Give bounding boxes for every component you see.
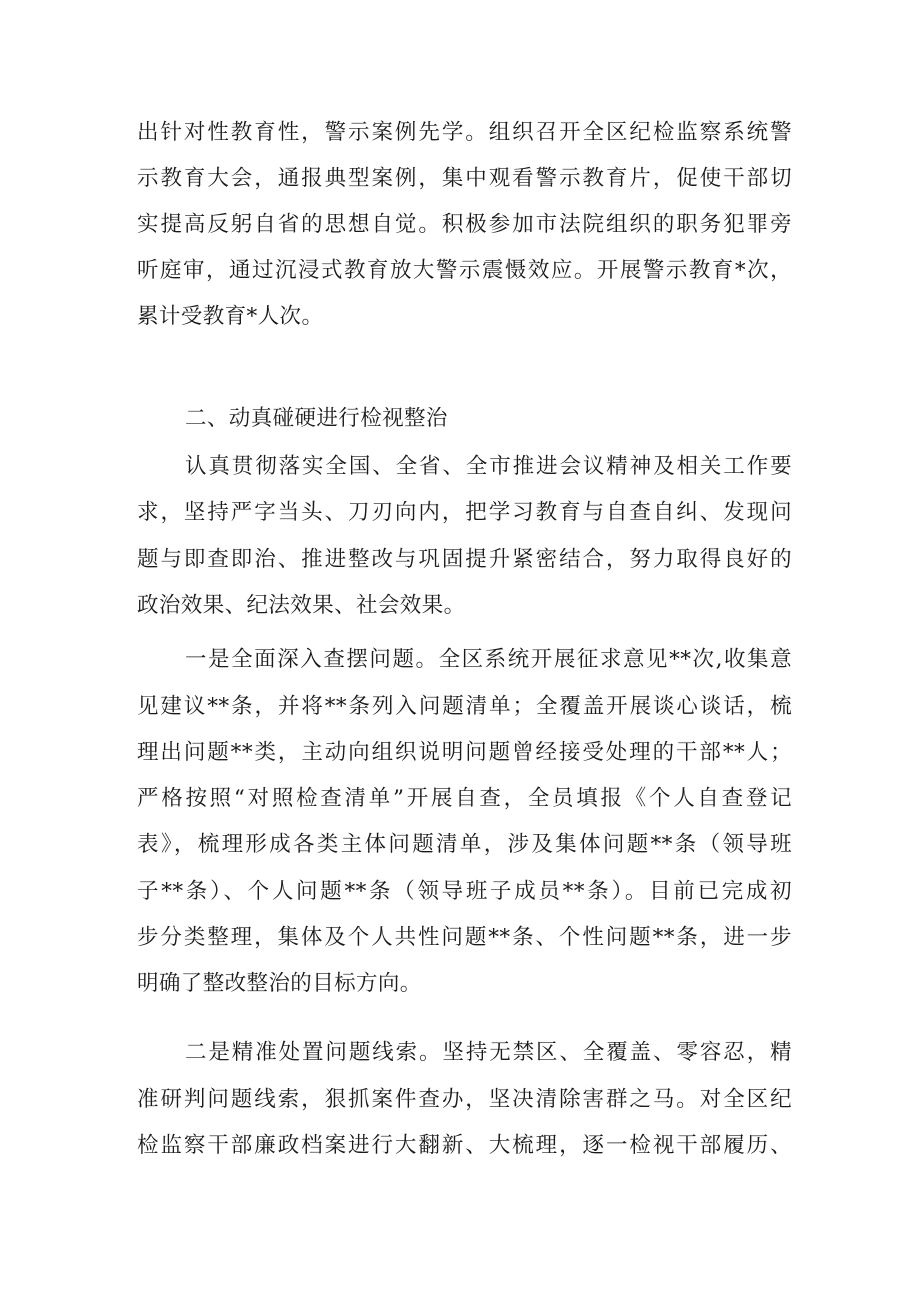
paragraph-3-line-6: 子**条）、个人问题**条（领导班子成员**条）。目前已完成初 (137, 879, 792, 904)
paragraph-1-line-1: 出针对性教育性，警示案例先学。组织召开全区纪检监察系统警 (137, 120, 792, 145)
paragraph-1-line-5: 累计受教育*人次。 (137, 304, 324, 329)
paragraph-3-line-8: 明确了整改整治的目标方向。 (137, 971, 422, 996)
paragraph-1-line-3: 实提高反躬自省的思想自觉。积极参加市法院组织的职务犯罪旁 (137, 212, 792, 237)
paragraph-2-line-2: 求，坚持严字当头、刀刃向内，把学习教育与自查自纠、发现问 (137, 500, 792, 525)
paragraph-3-line-5: 表》，梳理形成各类主体问题清单，涉及集体问题**条（领导班 (137, 832, 792, 857)
paragraph-3-line-7: 步分类整理，集体及个人共性问题**条、个性问题**条，进一步 (137, 925, 792, 950)
paragraph-4-line-1: 二是精准处置问题线索。坚持无禁区、全覆盖、零容忍，精 (185, 1040, 792, 1065)
paragraph-2-line-1: 认真贯彻落实全国、全省、全市推进会议精神及相关工作要 (185, 454, 792, 479)
paragraph-3-line-2: 见建议**条，并将**条列入问题清单；全覆盖开展谈心谈话，梳 (137, 694, 792, 719)
section-heading: 二、动真碰硬进行检视整治 (185, 406, 448, 431)
paragraph-1-line-4: 听庭审，通过沉浸式教育放大警示震慑效应。开展警示教育*次， (137, 258, 792, 283)
paragraph-2-line-4: 政治效果、纪法效果、社会效果。 (137, 593, 466, 618)
paragraph-4-line-2: 准研判问题线索，狠抓案件查办，坚决清除害群之马。对全区纪 (137, 1087, 792, 1112)
paragraph-3-line-3: 理出问题**类，主动向组织说明问题曾经接受处理的干部**人； (137, 740, 792, 765)
paragraph-1-line-2: 示教育大会，通报典型案例，集中观看警示教育片，促使干部切 (137, 166, 792, 191)
paragraph-3-line-1: 一是全面深入查摆问题。全区系统开展征求意见**次,收集意 (185, 647, 792, 672)
paragraph-2-line-3: 题与即查即治、推进整改与巩固提升紧密结合，努力取得良好的 (137, 547, 792, 572)
paragraph-3-line-4: 严格按照“对照检查清单”开展自查，全员填报《个人自查登记 (137, 786, 792, 811)
paragraph-4-line-3: 检监察干部廉政档案进行大翻新、大梳理，逐一检视干部履历、 (137, 1133, 792, 1158)
